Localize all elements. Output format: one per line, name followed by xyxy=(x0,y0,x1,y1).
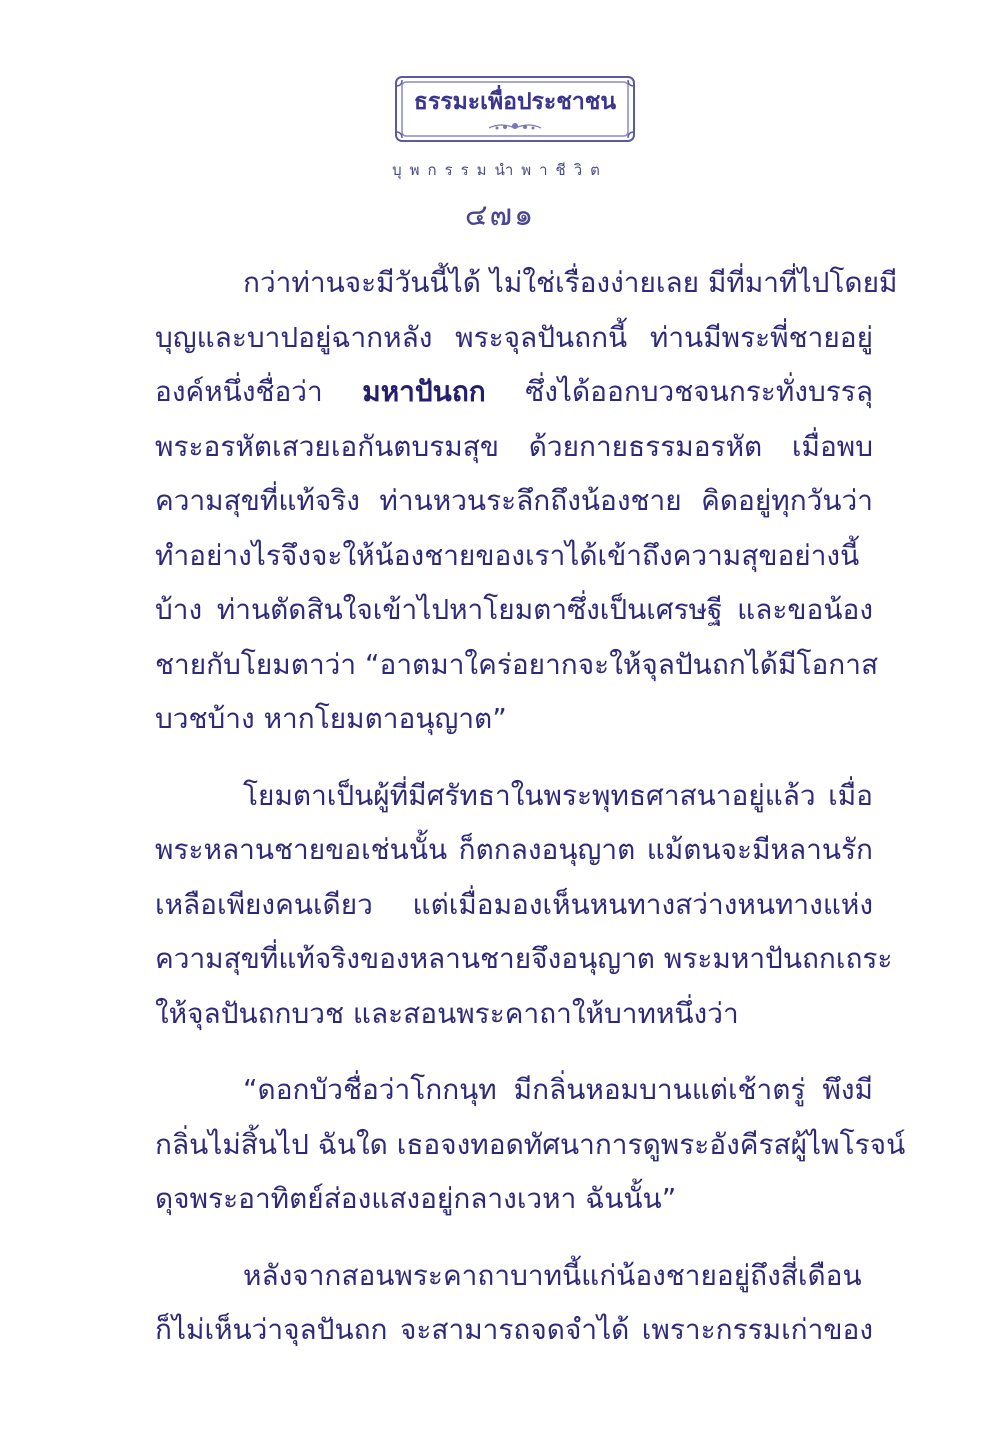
text-line: บุญและบาปอยู่ฉากหลัง พระจุลปันถกนี้ ท่านมีพระพี่ชายอยู่ xyxy=(155,320,873,354)
text-line: บ้าง ท่านตัดสินใจเข้าไปหาโยมตาซึ่งเป็นเศรษฐี และขอน้อง xyxy=(155,593,873,626)
paragraph-gap xyxy=(155,747,873,769)
bold-name: มหาปันถก xyxy=(362,375,486,408)
text-line: พระหลานชายขอเช่นนั้น ก็ตกลงอนุญาต แม้ตนจะมีหลานรัก xyxy=(155,833,873,866)
paragraph-gap xyxy=(155,1041,873,1063)
text-line: “ดอกบัวชื่อว่าโกกนุท มีกลิ่นหอมบานแต่เช้าตรู่ พึงมี xyxy=(243,1073,873,1106)
paragraph-2 xyxy=(155,769,893,1042)
text-line: ก็ไม่เห็นว่าจุลปันถก จะสามารถจดจำได้ เพราะกรรมเก่าของ xyxy=(155,1313,873,1346)
book-subtitle: บุพกรรมนำพาชีวิต xyxy=(392,161,608,179)
text-line: ความสุขที่แท้จริงของหลานชายจึงอนุญาต พระมหาปันถกเถระ xyxy=(155,942,893,975)
book-logo xyxy=(393,74,637,150)
text-span: ซึ่งได้ออกบวชจนกระทั่งบรรลุ xyxy=(485,375,873,408)
text-line: กว่าท่านจะมีวันนี้ได้ ไม่ใช่เรื่องง่ายเลย มีที่มาที่ไปโดยมี xyxy=(243,266,898,299)
page-number: ๔๗๑ xyxy=(464,198,536,233)
paragraph-4 xyxy=(155,1249,873,1358)
text-span: องค์หนึ่งชื่อว่า xyxy=(155,375,363,408)
page-header xyxy=(0,0,1000,240)
text-line: ชายกับโยมตาว่า “อาตมาใคร่อยากจะให้จุลปันถกได้มีโอกาส xyxy=(155,647,879,681)
text-line: ให้จุลปันถกบวช และสอนพระคาถาให้บาทหนึ่งว่า xyxy=(155,996,739,1030)
text-line: ดุจพระอาทิตย์ส่องแสงอยู่กลางเวหา ฉันนั้น” xyxy=(155,1182,677,1215)
text-line: ความสุขที่แท้จริง ท่านหวนระลึกถึงน้องชาย คิดอยู่ทุกวันว่า xyxy=(155,484,873,517)
text-line xyxy=(155,365,873,420)
text-line: เหลือเพียงคนเดียว แต่เมื่อมองเห็นหนทางสว่างหนทางแห่ง xyxy=(155,887,873,921)
text-line: ทำอย่างไรจึงจะให้น้องชายของเราได้เข้าถึงความสุขอย่างนี้ xyxy=(155,538,860,572)
text-line: โยมตาเป็นผู้ที่มีศรัทธาในพระพุทธศาสนาอยู่แล้ว เมื่อ xyxy=(243,778,873,812)
text-line: กลิ่นไม่สิ้นไป ฉันใด เธอจงทอดทัศนาการดูพระอังคีรสผู้ไพโรจน์ xyxy=(155,1127,906,1161)
paragraph-1 xyxy=(155,256,898,747)
logo-title: ธรรมะเพื่อประชาชน xyxy=(413,89,617,115)
text-line: บวชบ้าง หากโยมตาอนุญาต” xyxy=(155,702,507,735)
text-line: พระอรหัตเสวยเอกันตบรมสุข ด้วยกายธรรมอรหัต เมื่อพบ xyxy=(155,429,873,463)
body-text xyxy=(155,256,906,1358)
text-line: หลังจากสอนพระคาถาบาทนี้แก่น้องชายอยู่ถึงสี่เดือน xyxy=(243,1258,862,1292)
paragraph-3 xyxy=(155,1063,906,1227)
paragraph-gap xyxy=(155,1227,873,1249)
